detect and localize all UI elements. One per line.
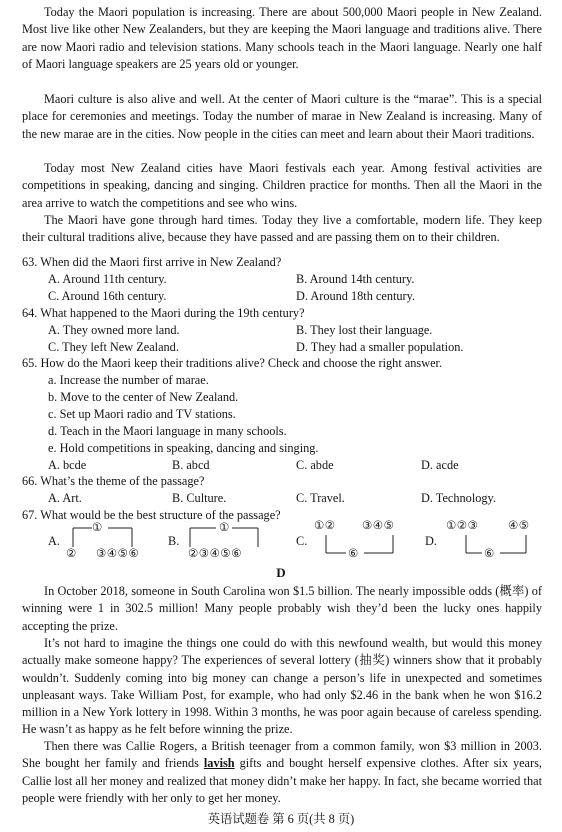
page-footer: 英语试题卷 第 6 页(共 8 页) bbox=[207, 812, 355, 826]
passage-c-paragraph-2: Maori culture is also alive and well. At the center of Maori culture is the “marae”. This is a special place for ceremonies and meetings. Today the number of marae in New Zealand is increasing. Many of the new marae are in the cities. Now people in the cities can meet and learn about their Maori traditions. bbox=[22, 92, 542, 141]
q66-option-d[interactable]: D. Technology. bbox=[421, 491, 496, 505]
q67-option-b-label: B. bbox=[168, 534, 180, 548]
passage-d-paragraph-2: It’s not hard to imagine the things one could do with this newfound wealth, but would this money actually make someone happy? The experiences of several lottery (抽奖) winners show that it probably wouldn’t. Suddenly coming into big money can change a person’s life in unexpected and sometimes unpleasant ways. Take William Post, for example, who had only $2.46 in the bank when he won $16.2 million in a New York lottery in 1998. Within 3 months, he was poor again because of careless spending. He wasn’t as happy as he felt before winning the prize. bbox=[22, 636, 542, 737]
passage-d-paragraph-1: In October 2018, someone in South Carolina won $1.5 billion. The nearly impossible odds (概率) of winning were 1 in 302.5 million! Many people probably wish they’d been the lucky ones happily accepting the prize. bbox=[22, 584, 542, 633]
question-64-stem: 64. What happened to the Maori during the 19th century? bbox=[22, 306, 305, 320]
passage-d-paragraph-3 bbox=[22, 738, 542, 807]
q67-d-right-node: ④⑤ bbox=[508, 520, 530, 532]
question-67-stem: 67. What would be the best structure of the passage? bbox=[22, 508, 281, 522]
q66-option-a[interactable]: A. Art. bbox=[48, 491, 82, 505]
q66-option-b[interactable]: B. Culture. bbox=[172, 491, 227, 505]
q67-c-connector-lines bbox=[318, 535, 428, 555]
question-65-stem: 65. How do the Maori keep their traditions alive? Check and choose the right answer. bbox=[22, 356, 443, 370]
q67-c-right-node: ③④⑤ bbox=[362, 520, 395, 532]
section-d-heading: D bbox=[276, 565, 286, 580]
passage-c-paragraph-3: Today most New Zealand cities have Maori festivals each year. Among festival activities are competitions in speaking, dancing and singing. Children practice for months. Then all the Maori in the area arrive to watch the competitions and see who wins. bbox=[22, 161, 542, 210]
q63-option-b[interactable]: B. Around 14th century. bbox=[296, 272, 415, 286]
q65-option-c[interactable]: C. abde bbox=[296, 458, 334, 472]
q67-option-d-label: D. bbox=[425, 534, 437, 548]
q67-c-bottom-node: ⑥ bbox=[348, 548, 359, 560]
q66-option-c[interactable]: C. Travel. bbox=[296, 491, 345, 505]
question-63-stem: 63. When did the Maori first arrive in New Zealand? bbox=[22, 255, 282, 269]
paragraph-3-text-before: Then there was Callie Rogers, a British teenager from a common family, won $3 million in 2003. She bought her family and friends bbox=[22, 739, 542, 771]
q64-option-c[interactable]: C. They left New Zealand. bbox=[48, 340, 179, 354]
q64-option-d[interactable]: D. They had a smaller population. bbox=[296, 340, 464, 354]
q65-item-d: d. Teach in the Maori language in many schools. bbox=[48, 424, 287, 438]
q65-item-e: e. Hold competitions in speaking, dancing and singing. bbox=[48, 441, 319, 455]
passage-c-paragraph-4: The Maori have gone through hard times. Today they live a comfortable, modern life. They keep their cultural traditions alive, because they have passed and are passing them on to their children. bbox=[22, 213, 542, 245]
vocab-word-lavish: lavish bbox=[203, 756, 235, 771]
q67-b-top-node: ① bbox=[219, 522, 230, 534]
q65-item-b: b. Move to the center of New Zealand. bbox=[48, 390, 239, 404]
q67-option-c-label: C. bbox=[296, 534, 308, 548]
q67-a-top-node: ① bbox=[92, 522, 103, 534]
q67-c-left-node: ①② bbox=[314, 520, 336, 532]
q65-item-c: c. Set up Maori radio and TV stations. bbox=[48, 407, 236, 421]
q65-option-d[interactable]: D. acde bbox=[421, 458, 459, 472]
passage-c-paragraph-1: Today the Maori population is increasing. There are about 500,000 Maori people in New Zealand. Most live like other New Zealanders, but they are keeping the Maori language and traditions alive. There are now Maori radio and television stations. Many schools teach in the Maori language. Nearly one half of Maori language speakers are 25 years old or younger. bbox=[22, 5, 542, 71]
q67-option-a-label: A. bbox=[48, 534, 60, 548]
q63-option-c[interactable]: C. Around 16th century. bbox=[48, 289, 167, 303]
q63-option-d[interactable]: D. Around 18th century. bbox=[296, 289, 416, 303]
q67-b-bottom-node: ②③④⑤⑥ bbox=[188, 548, 243, 560]
q67-b-connector-lines bbox=[186, 528, 266, 548]
q63-option-a[interactable]: A. Around 11th century. bbox=[48, 272, 167, 286]
q67-d-connector-lines bbox=[454, 535, 562, 555]
q65-option-a[interactable]: A. bcde bbox=[48, 458, 87, 472]
q65-option-b[interactable]: B. abcd bbox=[172, 458, 210, 472]
q64-option-b[interactable]: B. They lost their language. bbox=[296, 323, 433, 337]
q65-item-a: a. Increase the number of marae. bbox=[48, 373, 209, 387]
q67-a-right-node: ③④⑤⑥ bbox=[96, 548, 140, 560]
paragraph-3-text-after: gifts and bought herself expensive clothes. After six years, Callie lost all her money and realized that money didn’t make her happy. In fact, she became worried that people were friendly with her only to get her money. bbox=[22, 756, 542, 805]
q67-d-bottom-node: ⑥ bbox=[484, 548, 495, 560]
q67-d-left-node: ①②③ bbox=[446, 520, 479, 532]
q67-a-connector-lines bbox=[60, 528, 160, 548]
q64-option-a[interactable]: A. They owned more land. bbox=[48, 323, 180, 337]
question-66-stem: 66. What’s the theme of the passage? bbox=[22, 474, 205, 488]
q67-a-left-node: ② bbox=[66, 548, 77, 560]
